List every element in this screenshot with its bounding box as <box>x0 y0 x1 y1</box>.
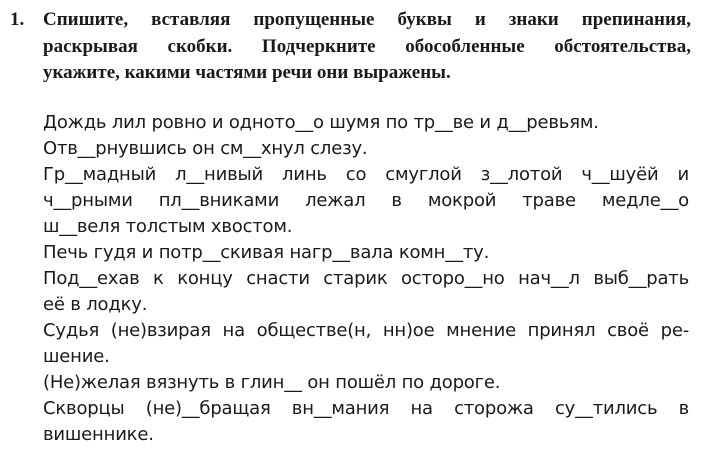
sentence-line: Под__ехав к концу снасти старик осторо__но нач__л выб__рать <box>43 268 689 289</box>
sentence-line: Отв__рнувшись он см__хнул слезу. <box>43 138 368 159</box>
sentence-line: Дождь лил ровно и одното__о шумя по тр__ве и д__ревьям. <box>43 112 599 133</box>
sentence-list <box>43 110 689 448</box>
task-instruction <box>43 7 691 87</box>
sentence-line: её в лодку. <box>43 294 148 315</box>
sentence-line: Гр__мадный л__нивый линь со смуглой з__лотой ч__шуёй и <box>43 164 689 185</box>
task-instruction-line: укажите, какими частями речи они выражены. <box>43 62 451 83</box>
sentence-line: ш__веля толстым хвостом. <box>43 216 293 237</box>
sentence-line: Скворцы (не)__бращая вн__мания на сторожа су__тились в <box>43 398 689 419</box>
task-instruction-line: Спишите, вставляя пропущенные буквы и знаки препинания, <box>43 9 691 30</box>
sentence-line: (Не)желая вязнуть в глин__ он пошёл по дороге. <box>43 372 501 393</box>
sentence-line: Судья (не)взирая на обществе(н, нн)ое мнение принял своё ре- <box>43 320 689 341</box>
sentence-line: вишеннике. <box>43 424 154 445</box>
sentence-line: Печь гудя и потр__скивая нагр__вала комн__ту. <box>43 242 490 263</box>
sentence-line: ч__рными пл__вниками лежал в мокрой траве медле__о <box>43 190 689 211</box>
task-instruction-line: раскрывая скобки. Подчеркните обособленные обстоятельства, <box>43 35 691 57</box>
task-number: 1. <box>10 9 25 30</box>
sentence-line: шение. <box>43 346 110 367</box>
